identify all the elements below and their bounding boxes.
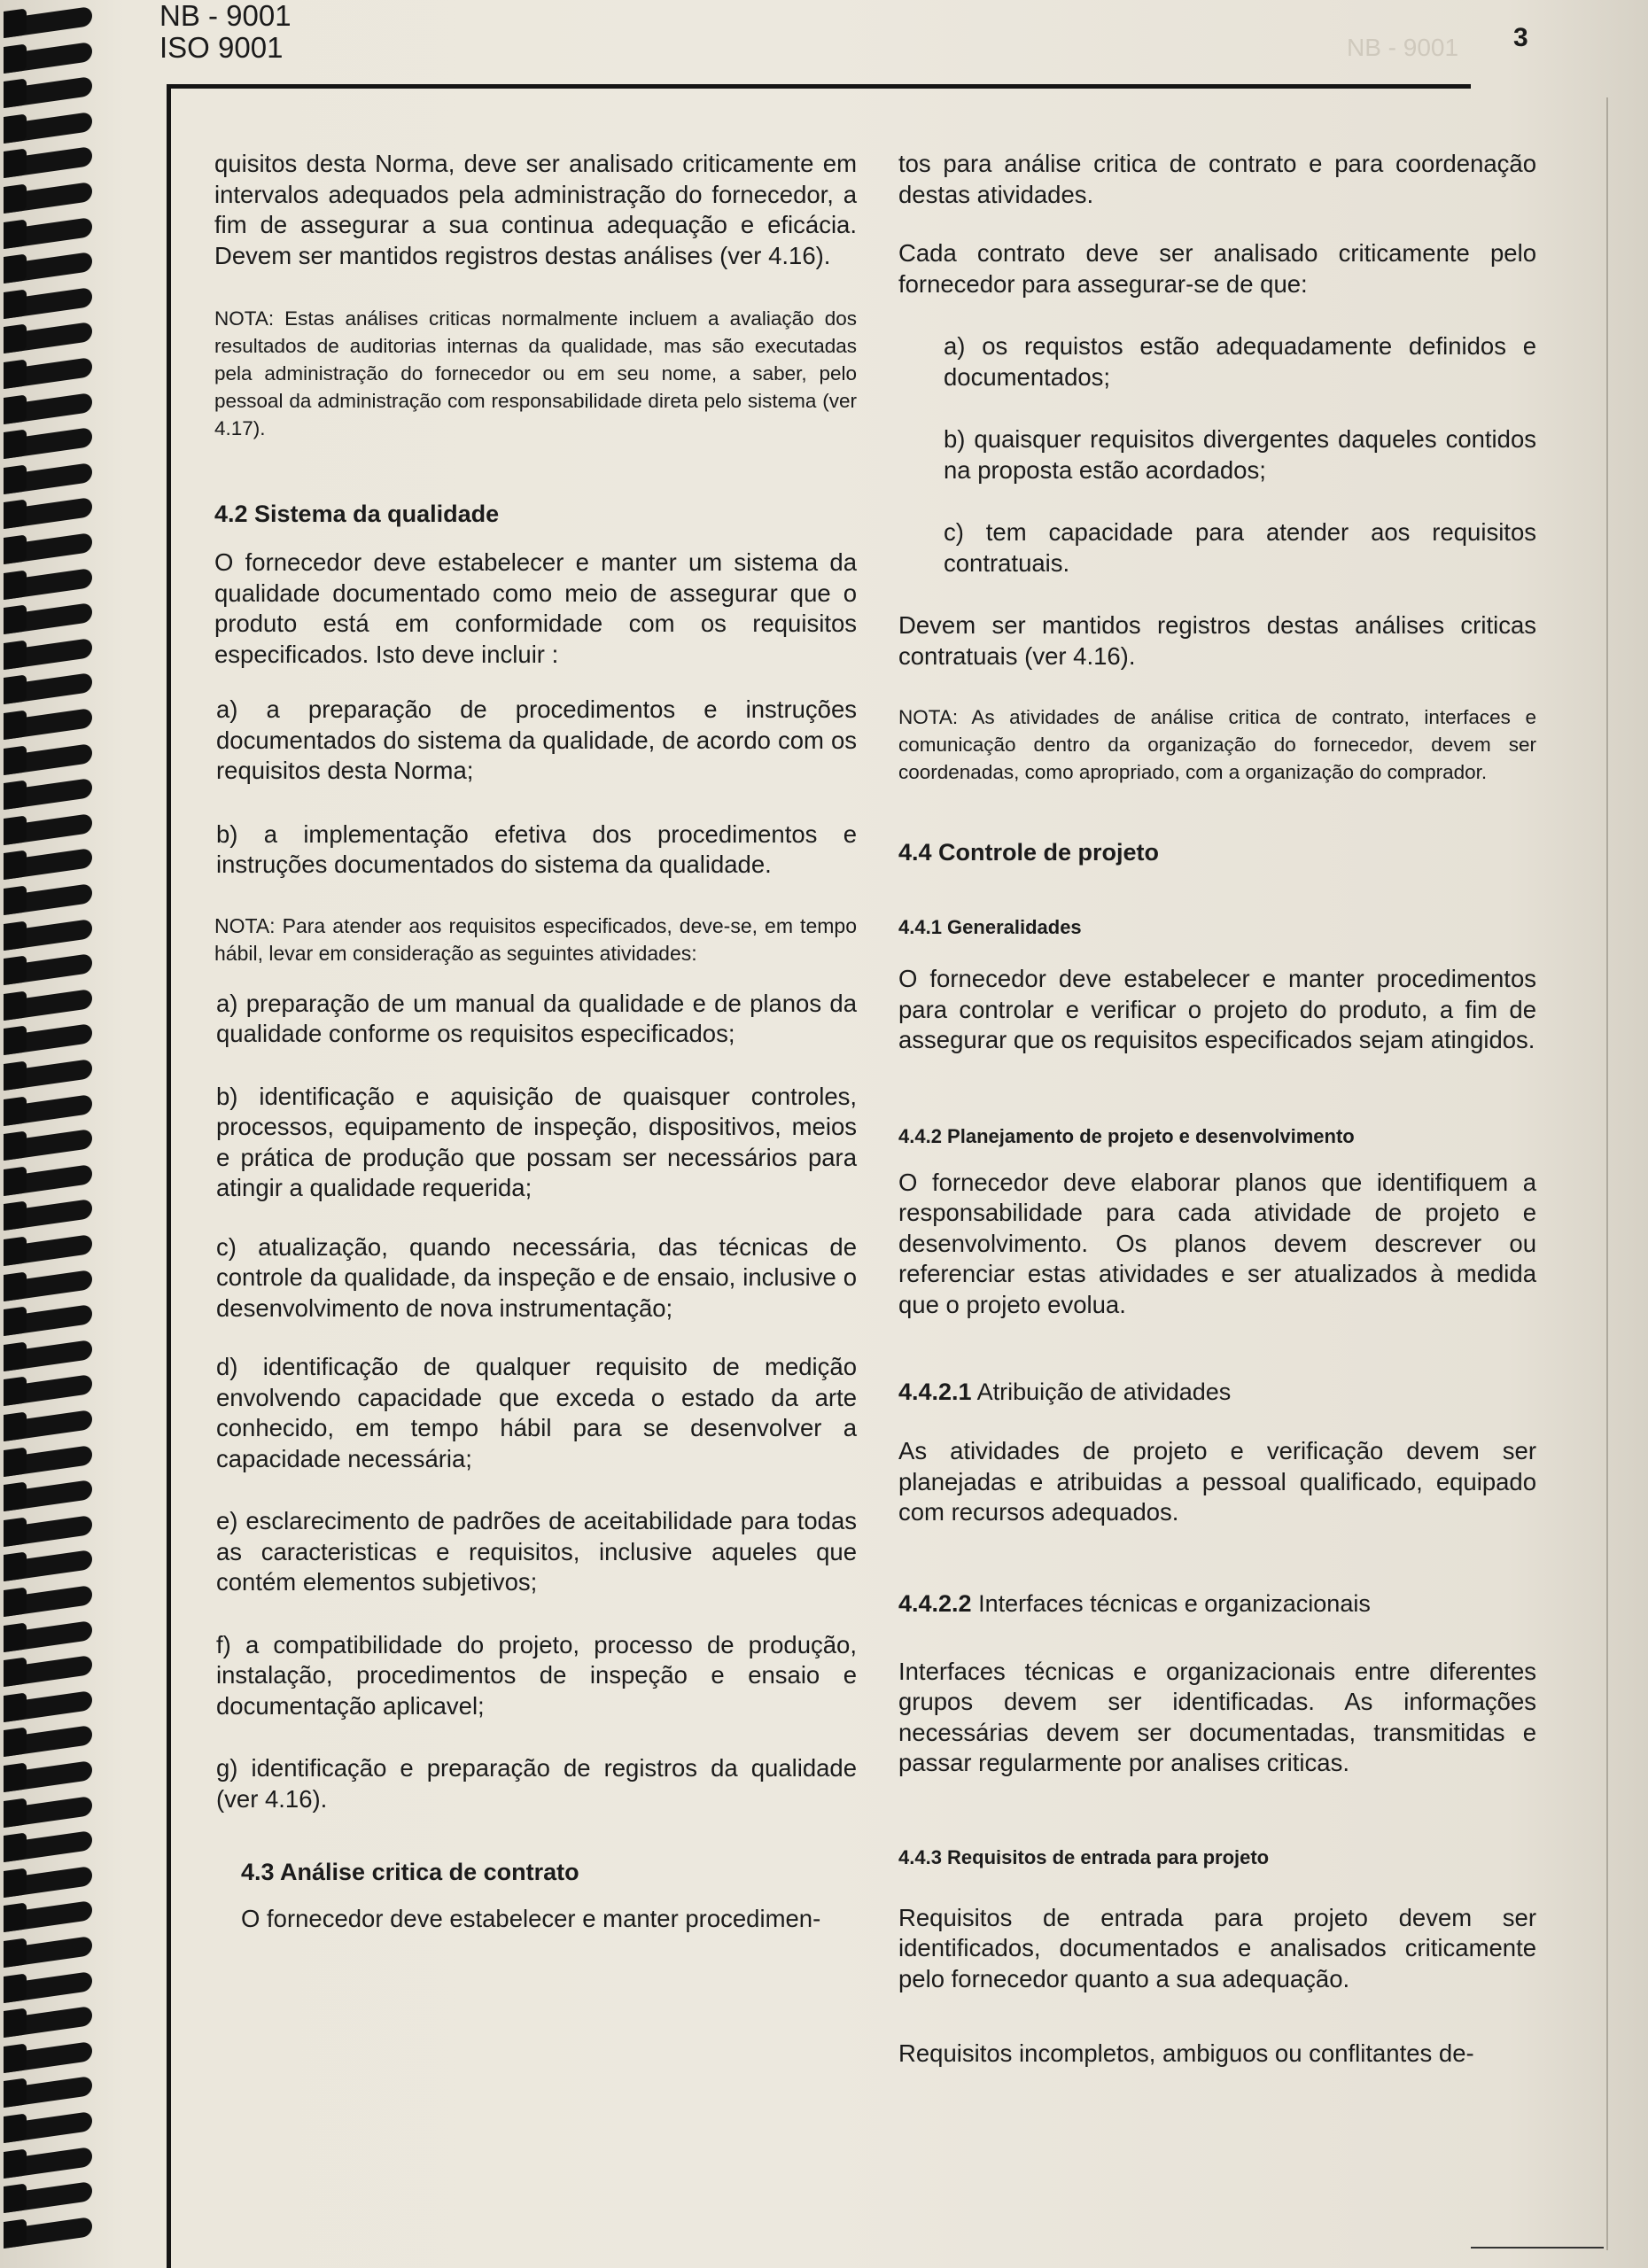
binding-coil bbox=[4, 1936, 92, 1968]
binding-coil bbox=[4, 953, 92, 985]
binding-coil bbox=[4, 1023, 92, 1055]
binding-coil bbox=[4, 392, 92, 424]
section-4-2-item-b: b) a implementação efetiva dos procedimentos e instruções documentados do sistema da qualidade. bbox=[216, 819, 857, 878]
section-4-4-2-2-text: Interfaces técnicas e organizacionais entre diferentes grupos devem ser identificadas. As informações necessárias devem ser documentadas, transmitidas e passar regularmente por analises criticas. bbox=[898, 1657, 1536, 1776]
note-atividades: NOTA: Para atender aos requisitos especificados, deve-se, em tempo hábil, levar em consideração as seguintes atividades: bbox=[214, 913, 857, 965]
section-4-4-2-2-heading bbox=[898, 1590, 1536, 1618]
binding-coil bbox=[4, 112, 92, 144]
binding-coil bbox=[4, 2181, 92, 2213]
binding-coil bbox=[4, 1059, 92, 1091]
section-4-4-2-text: O fornecedor deve elaborar planos que identifiquem a responsabilidade para cada atividade de projeto e desenvolvimento. Os planos devem descrever ou referenciar estas atividades e ser atualizados à medida que o projeto evolua. bbox=[898, 1168, 1536, 1318]
section-4-4-2-1-number: 4.4.2.1 bbox=[898, 1379, 972, 1405]
binding-coil bbox=[4, 1620, 92, 1652]
page-number: 3 bbox=[1513, 23, 1528, 52]
section-4-4-3-continuation: Requisitos incompletos, ambiguos ou conflitantes de- bbox=[898, 2039, 1474, 2067]
section-4-4-1-heading: 4.4.1 Generalidades bbox=[898, 916, 1082, 938]
binding-coil bbox=[4, 322, 92, 353]
binding-coil bbox=[4, 2111, 92, 2143]
binding-coil bbox=[4, 1304, 92, 1336]
binding-coil bbox=[4, 743, 92, 775]
binding-coil bbox=[4, 1270, 92, 1301]
binding-coil bbox=[4, 1760, 92, 1792]
binding-coil bbox=[4, 532, 92, 564]
section-4-4-2-1-text: As atividades de projeto e verificação devem ser planejadas e atribuidas a pessoal qualificado, equipado com recursos adequados. bbox=[898, 1437, 1536, 1526]
code-nb: NB - 9001 bbox=[159, 0, 292, 32]
binding-coil bbox=[4, 1796, 92, 1828]
contract-records: Devem ser mantidos registros destas análises criticas contratuais (ver 4.16). bbox=[898, 611, 1536, 670]
binding-coil bbox=[4, 1410, 92, 1441]
section-4-2-text: O fornecedor deve estabelecer e manter um sistema da qualidade documentado como meio de assegurar que o produto está em conformidade com os requisitos especificados. Isto deve incluir : bbox=[214, 548, 857, 668]
binding-coil bbox=[4, 1164, 92, 1196]
section-4-4-2-1-heading bbox=[898, 1379, 1536, 1406]
note-item-a: a) preparação de um manual da qualidade e de planos da qualidade conforme os requisitos especificados; bbox=[216, 989, 857, 1047]
right-column bbox=[898, 149, 1536, 2070]
binding-coil bbox=[4, 1866, 92, 1898]
binding-coil bbox=[4, 638, 92, 670]
section-4-4-1-text: O fornecedor deve estabelecer e manter procedimentos para controlar e verificar o projeto do produto, a fim de assegurar que os requisitos especificados sejam atingidos. bbox=[898, 965, 1536, 1053]
binding-coil bbox=[4, 1480, 92, 1511]
binding-coil bbox=[4, 1445, 92, 1477]
binding-coil bbox=[4, 2217, 92, 2249]
contract-continuation: tos para análise critica de contrato e para coordenação destas atividades. bbox=[898, 150, 1536, 208]
binding-coil bbox=[4, 427, 92, 459]
binding-coil bbox=[4, 1900, 92, 1932]
section-4-2-heading: 4.2 Sistema da qualidade bbox=[214, 501, 500, 527]
section-4-4-2-2-label: Interfaces técnicas e organizacionais bbox=[978, 1589, 1371, 1617]
binding-coil bbox=[4, 2076, 92, 2108]
binding-coil bbox=[4, 1585, 92, 1617]
binding-coil bbox=[4, 146, 92, 178]
binding-coil bbox=[4, 1199, 92, 1231]
left-column bbox=[214, 149, 857, 1935]
section-4-4-3-text: Requisitos de entrada para projeto devem ser identificados, documentados e analisados criticamente pelo fornecedor quanto a sua adequação. bbox=[898, 1903, 1536, 1992]
frame-bottom-rule bbox=[1471, 2247, 1604, 2249]
binding-coil bbox=[4, 1515, 92, 1547]
binding-coil bbox=[4, 1690, 92, 1722]
contract-item-c: c) tem capacidade para atender aos requisitos contratuais. bbox=[944, 518, 1536, 577]
section-4-4-3-heading: 4.4.3 Requisitos de entrada para projeto bbox=[898, 1845, 1270, 1868]
binding-coil bbox=[4, 883, 92, 915]
frame-left-rule bbox=[167, 84, 171, 2268]
note-item-e: e) esclarecimento de padrões de aceitabilidade para todas as caracteristicas e requisitos, inclusive aqueles que contém elementos subjetivos; bbox=[216, 1507, 857, 1596]
note-item-f: f) a compatibilidade do projeto, processo de produção, instalação, procedimentos de inspeção e ensaio e documentação aplicavel; bbox=[216, 1630, 857, 1720]
note-item-g: g) identificação e preparação de registros da qualidade (ver 4.16). bbox=[216, 1754, 857, 1813]
section-4-4-2-heading: 4.4.2 Planejamento de projeto e desenvolvimento bbox=[898, 1124, 1355, 1147]
frame-right-rule bbox=[1606, 97, 1608, 2250]
intro-paragraph: quisitos desta Norma, deve ser analisado criticamente em intervalos adequados pela administração do fornecedor, a fim de assegurar a sua continua adequação e eficácia. Devem ser mantidos registros destas análises (ver 4.16). bbox=[214, 150, 857, 269]
binding-coil bbox=[4, 2041, 92, 2073]
binding-coil bbox=[4, 989, 92, 1021]
binding-coil bbox=[4, 1971, 92, 2003]
binding-coil bbox=[4, 1655, 92, 1687]
document-code bbox=[159, 0, 292, 64]
section-4-4-heading: 4.4 Controle de projeto bbox=[898, 839, 1160, 866]
binding-coil bbox=[4, 217, 92, 249]
note-contract: NOTA: As atividades de análise critica de contrato, interfaces e comunicação dentro da organização do fornecedor, devem ser coordenadas, como apropriado, com a organização do comprador. bbox=[898, 706, 1536, 783]
binding-coil bbox=[4, 672, 92, 704]
binding-coil bbox=[4, 708, 92, 740]
section-4-4-2-1-label: Atribuição de atividades bbox=[976, 1379, 1232, 1405]
note-item-d: d) identificação de qualquer requisito de medição envolvendo capacidade que exceda o estado da arte conhecido, em tempo hábil para se desenvolver a capacidade necessária; bbox=[216, 1353, 857, 1472]
binding-coil bbox=[4, 1830, 92, 1862]
note-item-b: b) identificação e aquisição de quaisquer controles, processos, equipamento de inspeção, dispositivos, meios e prática de produção que possam ser necessários para atingir a qualidade requerida; bbox=[216, 1082, 857, 1201]
binding-coil bbox=[4, 1340, 92, 1371]
binding-coil bbox=[4, 287, 92, 319]
binding-coil bbox=[4, 1374, 92, 1406]
note-analises: NOTA: Estas análises criticas normalmente incluem a avaliação dos resultados de auditorias internas da qualidade, mas são executadas pela administração do fornecedor ou em seu nome, a saber, pelo pessoal da administração com responsabilidade direta pelo sistema (ver 4.17). bbox=[214, 307, 857, 439]
binding-coil bbox=[4, 6, 92, 38]
binding-coil bbox=[4, 1725, 92, 1757]
binding-coil bbox=[4, 568, 92, 600]
binding-coil bbox=[4, 252, 92, 284]
contract-item-b: b) quaisquer requisitos divergentes daqueles contidos na proposta estão acordados; bbox=[944, 425, 1536, 484]
binding-coil bbox=[4, 2147, 92, 2179]
note-item-c: c) atualização, quando necessária, das técnicas de controle da qualidade, da inspeção e de ensaio, inclusive o desenvolvimento de nova instrumentação; bbox=[216, 1232, 857, 1322]
section-4-3-text: O fornecedor deve estabelecer e manter procedimen- bbox=[241, 1905, 821, 1932]
binding-coil bbox=[4, 2006, 92, 2038]
binding-coil bbox=[4, 182, 92, 214]
frame-top-rule bbox=[167, 84, 1471, 89]
binding-coil bbox=[4, 778, 92, 810]
binding-coil bbox=[4, 602, 92, 634]
binding-coil bbox=[4, 42, 92, 74]
spiral-binding bbox=[0, 0, 97, 2268]
binding-coil bbox=[4, 462, 92, 494]
show-through-header: NB - 9001 bbox=[1347, 34, 1459, 61]
binding-coil bbox=[4, 813, 92, 845]
code-iso: ISO 9001 bbox=[159, 31, 284, 64]
section-4-4-2-2-number: 4.4.2.2 bbox=[898, 1589, 972, 1617]
binding-coil bbox=[4, 76, 92, 108]
binding-coil bbox=[4, 357, 92, 389]
binding-coil bbox=[4, 497, 92, 529]
contract-item-a: a) os requistos estão adequadamente definidos e documentados; bbox=[944, 332, 1536, 391]
contract-intro: Cada contrato deve ser analisado criticamente pelo fornecedor para assegurar-se de que: bbox=[898, 239, 1536, 298]
binding-coil bbox=[4, 848, 92, 880]
section-4-2-item-a: a) a preparação de procedimentos e instruções documentados do sistema da qualidade, de acordo com os requisitos desta Norma; bbox=[216, 695, 857, 784]
binding-coil bbox=[4, 1094, 92, 1126]
binding-coil bbox=[4, 919, 92, 951]
section-4-3-heading: 4.3 Análise critica de contrato bbox=[241, 1859, 579, 1885]
binding-coil bbox=[4, 1129, 92, 1161]
binding-coil bbox=[4, 1550, 92, 1581]
binding-coil bbox=[4, 1234, 92, 1266]
